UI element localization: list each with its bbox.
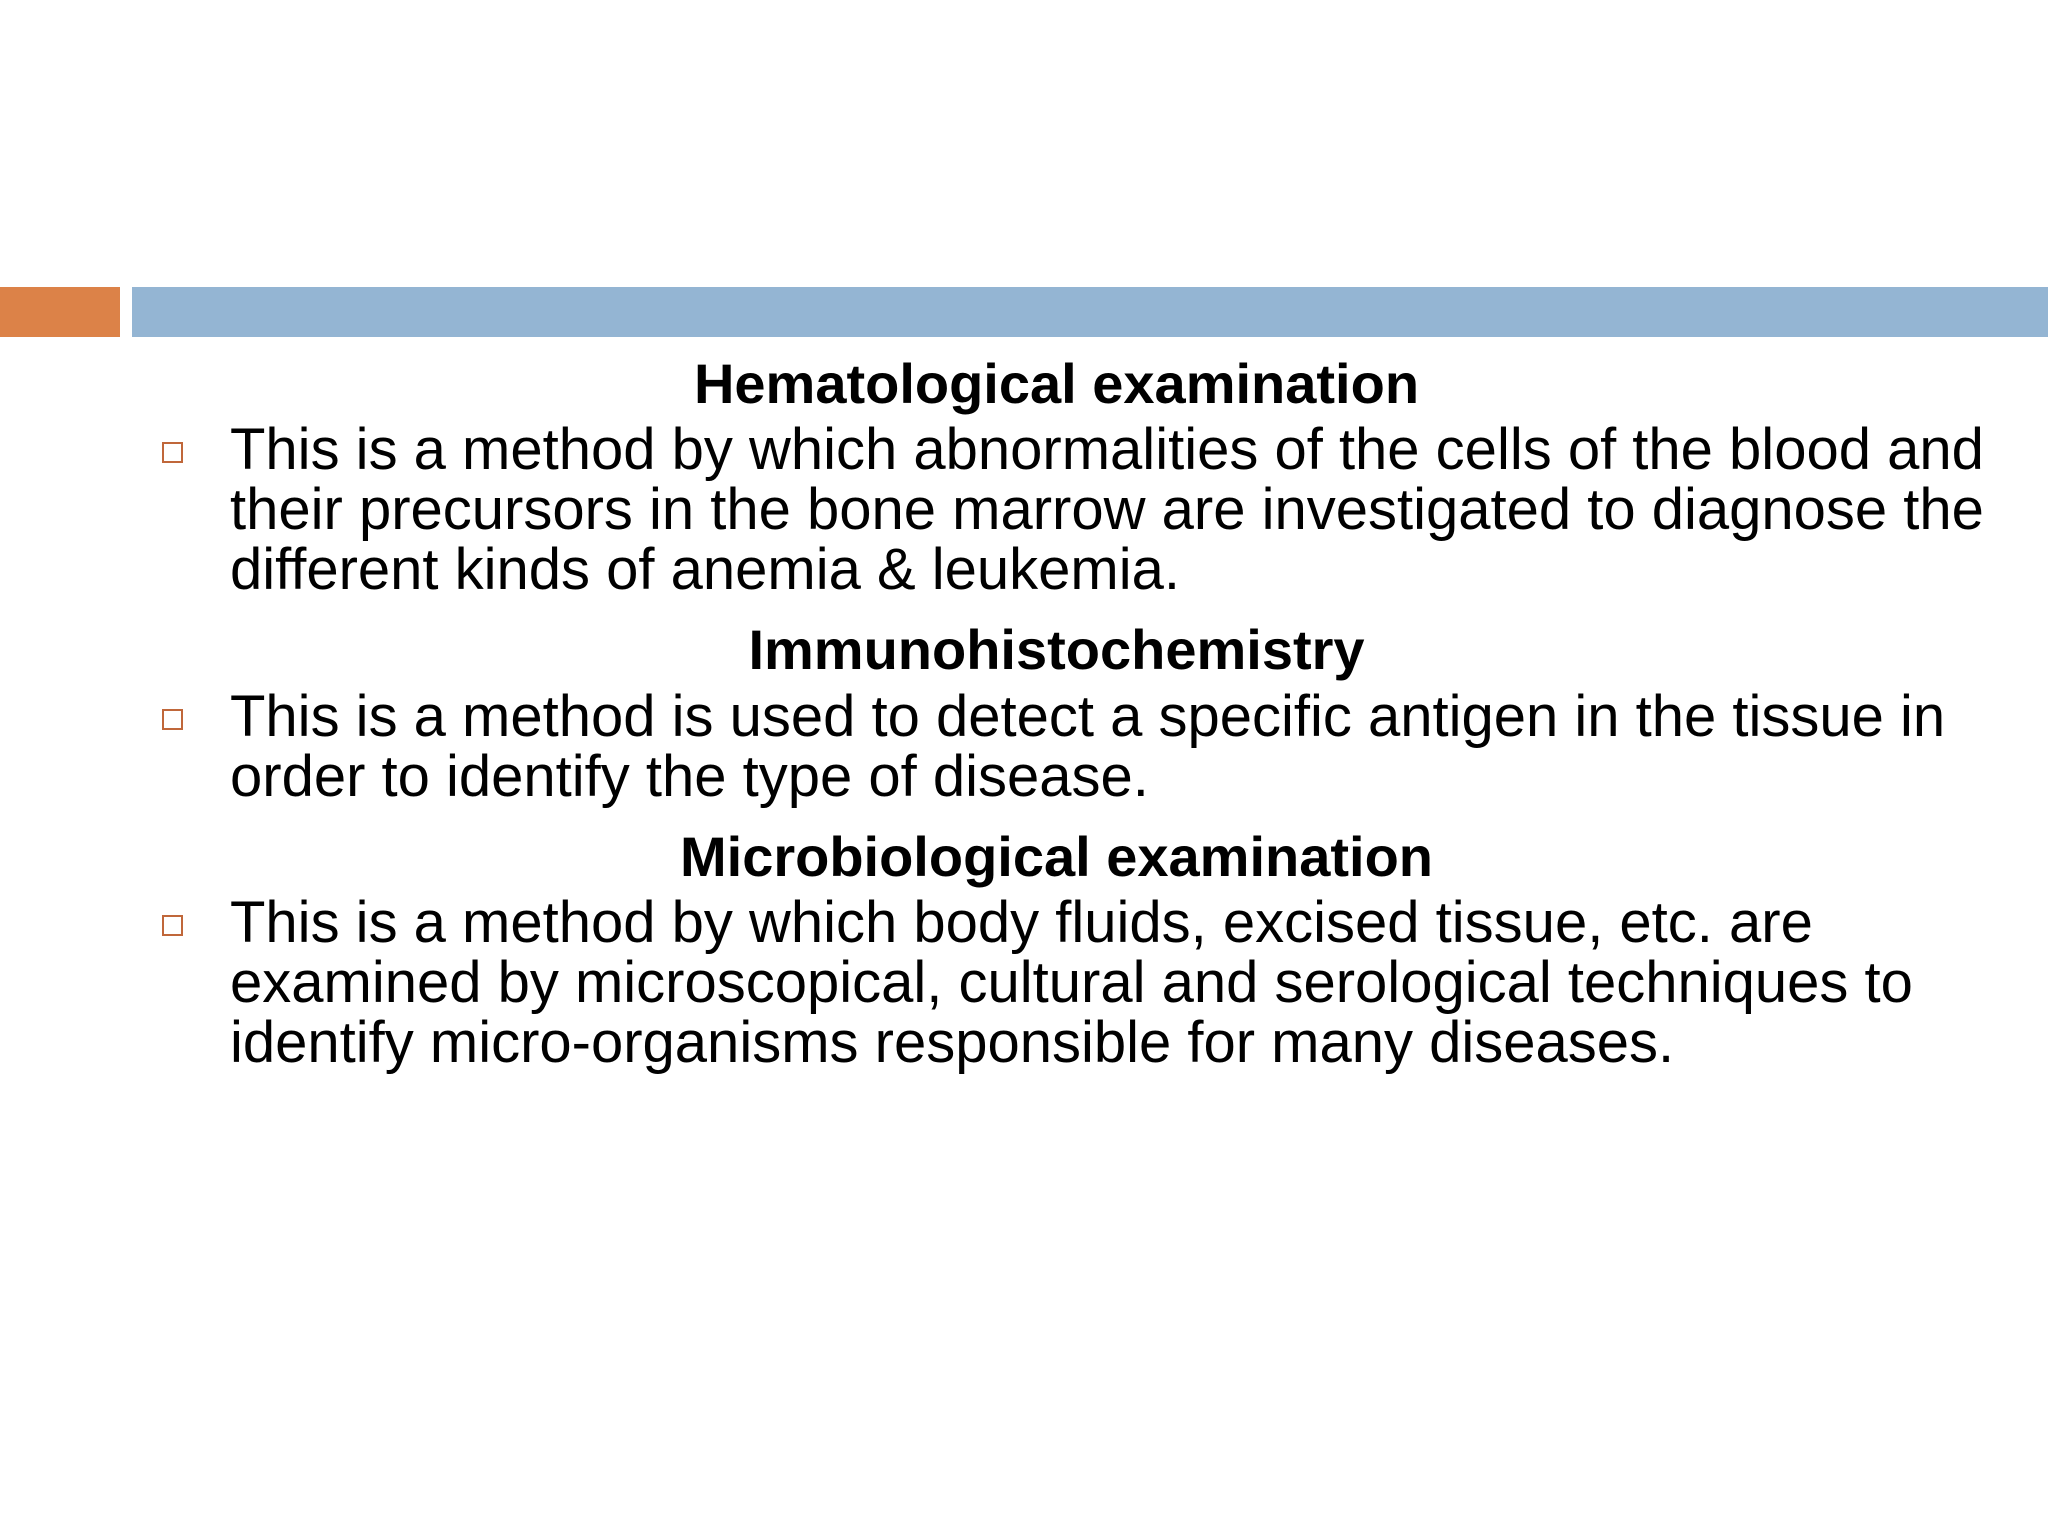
header-accent-blue-bar [132, 287, 2048, 337]
section-microbiological [0, 824, 2048, 1076]
section-heading: Immunohistochemistry [748, 618, 1365, 682]
header-accent-orange-bar [0, 287, 120, 337]
bullet-item [0, 417, 2048, 603]
bullet-text: This is a method by which abnormalities of the cells of the blood and their precursors in the bone marrow are investigated to diagnose the different kinds of anemia & leukemia. [230, 417, 1984, 603]
section-heading: Microbiological examination [679, 824, 1434, 888]
section-hematological [0, 352, 2048, 603]
section-heading: Hematological examination [693, 352, 1420, 415]
bullet-text: This is a method by which body fluids, excised tissue, etc. are examined by microscopical, cultural and serological techniques to identify micro-organisms responsible for many diseases. [230, 890, 1913, 1076]
square-bullet-icon [162, 709, 183, 730]
square-bullet-icon [162, 442, 183, 463]
square-bullet-icon [162, 915, 183, 936]
bullet-text: This is a method is used to detect a specific antigen in the tissue in order to identify the type of disease. [230, 683, 1946, 809]
slide-content [0, 352, 2048, 1091]
bullet-item [0, 683, 2048, 809]
section-immunohistochemistry [0, 618, 2048, 809]
bullet-item [0, 890, 2048, 1076]
